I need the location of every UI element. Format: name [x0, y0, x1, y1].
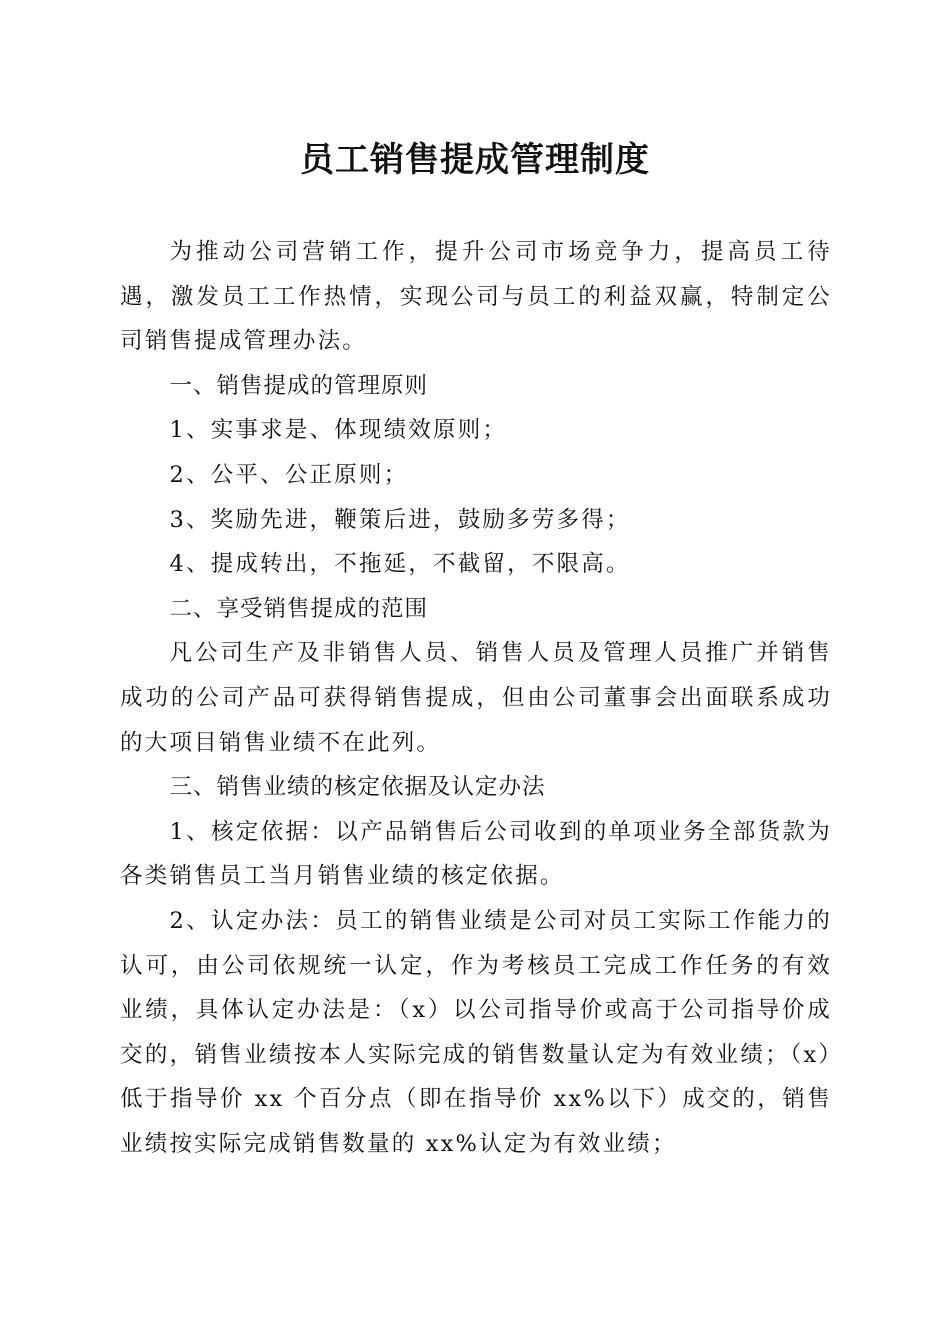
- intro-paragraph: 为推动公司营销工作，提升公司市场竞争力，提高员工待遇，激发员工工作热情，实现公司与员工的利益双赢，特制定公司销售提成管理办法。: [120, 239, 832, 355]
- section-1-heading: 一、销售提成的管理原则: [169, 372, 429, 399]
- document-body: [120, 230, 832, 1166]
- section-3-paragraph-2: 2、认定办法：员工的销售业绩是公司对员工实际工作能力的认可，由公司依规统一认定，作为考核员工完成工作任务的有效业绩，具体认定办法是：（x）以公司指导价或高于公司指导价成交的，销售业绩按本人实际完成的销售数量认定为有效业绩；（x）低于指导价 xx 个百分点（即在指导价 xx%以下）成交的，销售业绩按实际完成销售数量的 xx%认定为有效业绩；: [120, 907, 832, 1157]
- principle-item-2: 2、公平、公正原则；: [169, 461, 409, 488]
- principle-item-4: 4、提成转出，不拖延，不截留，不限高。: [169, 551, 631, 578]
- section-2-paragraph: 凡公司生产及非销售人员、销售人员及管理人员推广并销售成功的公司产品可获得销售提成，但由公司董事会出面联系成功的大项目销售业绩不在此列。: [120, 640, 832, 756]
- document-title: 员工销售提成管理制度: [300, 140, 650, 180]
- section-3-heading: 三、销售业绩的核定依据及认定办法: [169, 774, 546, 801]
- section-3-paragraph-1: 1、核定依据：以产品销售后公司收到的单项业务全部货款为各类销售员工当月销售业绩的核定依据。: [120, 818, 832, 890]
- section-2-heading: 二、享受销售提成的范围: [169, 595, 429, 622]
- principle-item-3: 3、奖励先进，鞭策后进，鼓励多劳多得；: [169, 506, 631, 533]
- principle-item-1: 1、实事求是、体现绩效原则；: [169, 417, 508, 444]
